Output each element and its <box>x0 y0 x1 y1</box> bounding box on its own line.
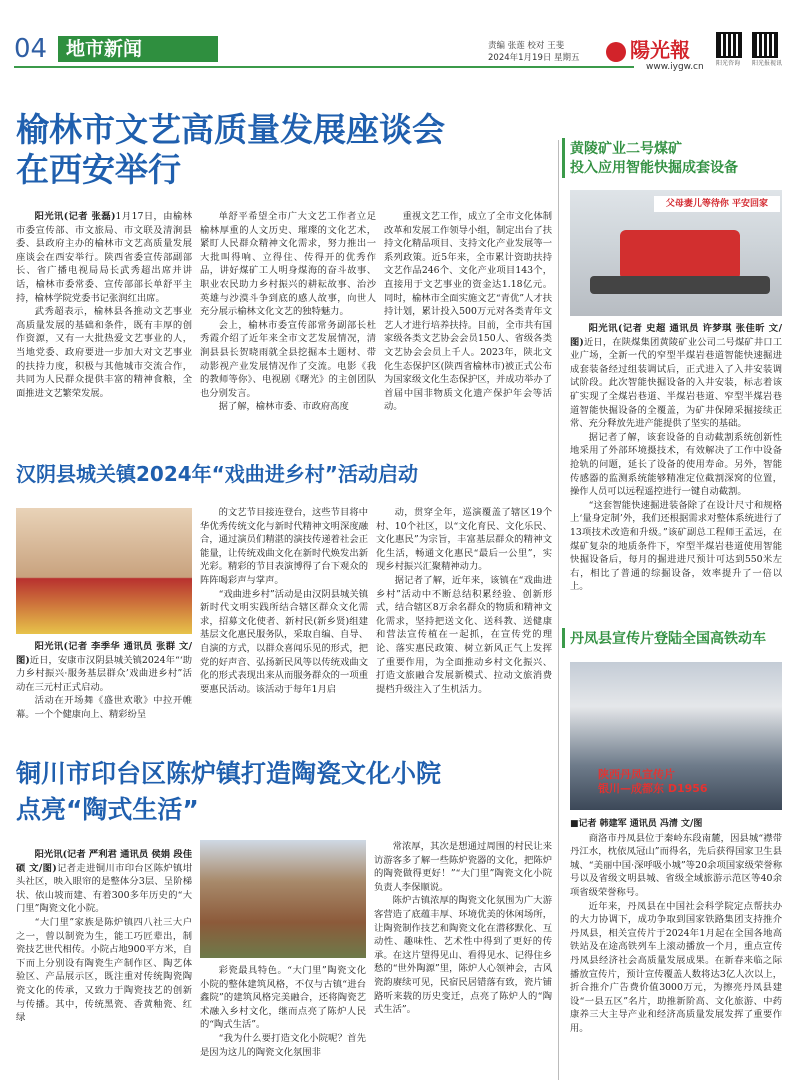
side2-byline: ■记者 韩建军 通讯员 冯清 文/图 <box>570 819 703 829</box>
article3-column-3 <box>374 840 552 1080</box>
article2-text: “戏曲进乡村”活动是由汉阴县城关镇新时代文明实践所结合辖区群众文化需求，招募文化使者、新村民(新乡贤)组建基层文化惠民服务队，采取自编、自导、自演的方式，以群众喜闻乐见的形式，把党的好声音、弘扬新民风等以传统戏曲文化的形式表现出来从而服务群众的一项重要惠民活动。该活动于每年1月启 <box>200 588 368 695</box>
article3-text: 记者走进铜川市印台区陈炉镇坩头社区，映入眼帘的是整体分3层、呈阶梯状、依山坡而建、有着300多年历史的“大门里”陶瓷文化小院。 <box>16 862 192 915</box>
article2-byline: 阳光讯(记者 李季华 通讯员 张群 文/图) <box>16 641 192 666</box>
issue-date: 2024年1月19日 星期五 <box>488 53 580 63</box>
side1-photo-banner: 父母妻儿等待你 平安回家 <box>654 196 780 212</box>
article3-byline: 阳光讯(记者 严利君 通讯员 侯娟 段佳硕 文/图) <box>16 849 192 874</box>
article3-column-1 <box>16 848 192 1080</box>
side2-photo-caption-line1: 陕西丹凤宣传片 <box>598 768 675 781</box>
page-number: 04 <box>14 34 48 64</box>
side1-text: 近日，在陕煤集团黄陵矿业公司二号煤矿井口工业广场，全新一代的窄型半煤岩巷道智能快速掘进成套装备经过组装调试后，正式进入了入井安装调试阶段。此次智能快掘设备的入井安装，标志着该矿实现了全煤岩巷道、半煤岩巷道、窄型半煤岩巷道智能快掘设备的全覆盖，为矿井保障采掘接续正常、充分释放先进产能提供了坚实的基础。 <box>570 336 782 430</box>
article3-title <box>16 756 441 828</box>
article2-text: 近日，安康市汉阴县城关镇2024年“‘助力乡村振兴·服务基层群众’戏曲进乡村”活动在三元村正式启动。 <box>16 654 192 693</box>
article2-title: 汉阴县城关镇2024年“戏曲进乡村”活动启动 <box>16 462 418 486</box>
qr-caption: 阳光咨询 <box>716 60 741 67</box>
qr-code-2 <box>752 32 782 67</box>
website-url[interactable]: www.iygw.cn <box>646 62 704 72</box>
article2-text: 的文艺节目接连登台，这些节目将中华优秀传统文化与新时代精神文明深度融合，通过演员们精湛的演技传递着社会正能量，让传统戏曲文化在新时代焕发出新光彩。精彩的节目表演博得了台下观众的阵阵喝彩声与掌声。 <box>200 507 368 586</box>
side2-photo-caption-line2: 银川—成都东 D1956 <box>598 782 708 795</box>
machine-base-shape <box>590 276 770 294</box>
side-title-bar <box>562 628 565 648</box>
article1-column-3 <box>384 210 552 455</box>
article1-title <box>16 110 445 190</box>
article3-text: “我为什么要打造文化小院呢？首先是因为这儿的陶瓷文化氛围非 <box>200 1032 366 1058</box>
side1-title-line2: 投入应用智能快掘成套设备 <box>570 160 738 176</box>
article1-text: 单舒平希望全市广大文艺工作者立足榆林厚重的人文历史、璀璨的文化艺术，紧盯人民群众精神文化需求，努力推出一大批叫得响、立得住、传得开的优秀作品，讲好煤矿工人明身煤海的奋斗故事、职业农民助力乡村振兴的耕耘故事、治沙英雄与沙漠斗争到底的感人故事，向世人充分展示榆林文化文艺的独特魅力。 <box>200 211 376 318</box>
side2-text: 近年来，丹凤县在中国社会科学院定点帮扶办的大力协调下，成功争取到国家铁路集团支持推介丹凤县，相关宣传片于2024年1月起在全国各地高铁站及在途高铁列车上滚动播放一个月，重点宣传丹凤县经济社会高质量发展成果。在新春来临之际播放宣传片，预计宣传覆盖人数将达3亿人次以上，折合推介广告费价值3000万元，为擦亮丹凤县建设“一县五区”名片，助推新阶高、文化旅游、中药康养三大主导产业和经济高质量发展发挥了重要作用。 <box>570 900 782 1034</box>
article3-text: 常浓厚，其次是想通过周围的村民让来访游客多了解一些陈炉瓷器的文化，把陈炉的陶瓷做得更好！”“大门里”陶瓷文化小院负责人李保顺说。 <box>374 841 552 893</box>
side1-title <box>570 140 738 178</box>
article2-column-1 <box>16 640 192 750</box>
article3-photo <box>200 840 366 958</box>
side1-text: “这套智能快速掘进装备除了在设计尺寸和规格上‘量身定制’外，我们还根据需求对整体系统进行了13项技术改造和升级。”该矿副总工程师王孟远，在煤矿复杂的地质条件下，窄型半煤岩巷道使用智能快掘设备后，每月的掘进进尺预计可达到550米左右，相比了普通的综掘设备，效率提升了一倍以上。 <box>570 499 782 593</box>
article1-column-2 <box>200 210 376 455</box>
article1-text: 会上，榆林市委宣传部常务副部长杜秀霞介绍了近年来全市文艺发展情况，清涧县县长贺晓雨就全县挖掘本土题材、带动影视产业发展情况作了交流。电影《我的教师等你》、电视剧《曙光》的主创团队也分别发言。 <box>200 319 376 399</box>
article1-title-line2: 在西安举行 <box>16 150 181 189</box>
newspaper-logo <box>606 34 718 60</box>
article1-title-line1: 榆林市文艺高质量发展座谈会 <box>16 110 445 149</box>
logo-text: 陽光報 <box>630 38 690 62</box>
article2-column-3 <box>376 506 552 750</box>
side1-text: 据记者了解，该套设备的自动截割系统创新性地采用了外部环境摄技术，有效解决了工作中设备抢轨的问题，延长了设备的使用寿命。另外，智能传感器的监测系统能够精准定位截割深窝的位置，操作人员可以远程遥控进行一键自动截割。 <box>570 431 782 498</box>
article1-byline: 阳光讯(记者 张磊) <box>34 211 116 222</box>
machine-shape <box>620 230 740 280</box>
article1-text: 1月17日，由榆林市委宣传部、市文旅局、市文联及清涧县委、县政府主办的榆林市文艺高质量发展座谈会在西安举行。陕西省委宣传部副部长、省广播电视局局长武秀超出席并讲话，榆林市委常委、宣传部部长单舒平主持，榆林学院党委书记张润红出席。 <box>16 211 192 304</box>
article3-text: “大门里”家族是陈炉镇四八社三大户之一，曾以制瓷为生，能工巧匠辈出，制瓷技艺世代相传。小院占地900平方米，自下而上分别设有陶瓷生产制作区、陶艺体验区、产品展示区，既注重对传统陶瓷陶瓷文化的传承，又致力于陶瓷技艺的创新与传播。其中，传统黑瓷、香黄釉瓷、红绿 <box>16 916 192 1024</box>
article1-text: 据了解，榆林市委、市政府高度 <box>218 401 349 413</box>
header-meta <box>488 40 580 64</box>
qr-code-1 <box>716 32 742 67</box>
section-title: 地市新闻 <box>58 36 218 62</box>
side1-body <box>570 322 782 620</box>
article3-text: 陈炉古镇浓厚的陶瓷文化氛围为广大游客营造了底蕴丰厚、环境优美的休闲场所，让陶瓷制作技艺和陶瓷文化在潜移默化、互动性、趣味性、艺术性中得到了更好的传承。在这片望得见山、看得见水、记得住乡愁的“世外陶源”里，陈炉人心领神会，古风瓷韵赓续可见，民宿民居错落有致，瓷片铺路听来载的历史变迁，点亮了陈炉人的“陶式生活”。 <box>374 895 552 1016</box>
side2-photo <box>570 662 782 810</box>
article3-column-2 <box>200 964 366 1080</box>
article2-text: 活动在开场舞《盛世欢歌》中拉开帷幕。一个个健康向上、精彩纷呈 <box>16 695 192 720</box>
article3-title-line2: 点亮“陶式生活” <box>16 795 199 824</box>
article1-column-1 <box>16 210 192 455</box>
side1-title-line1: 黄陵矿业二号煤矿 <box>570 141 682 157</box>
qr-caption: 阳光报视讯 <box>752 60 783 67</box>
side2-body <box>570 818 782 1080</box>
side1-byline: 阳光讯(记者 史超 通讯员 许梦琪 张佳昕 文/图) <box>570 323 782 348</box>
sun-icon <box>606 42 626 62</box>
side2-title: 丹凤县宣传片登陆全国高铁动车 <box>570 631 766 647</box>
side2-text: 商洛市丹凤县位于秦岭东段南麓，因县城“襟带丹江水，枕依凤冠山”而得名，先后获得国家卫生县城、“美丽中国·深呼吸小城”等20余项国家级荣誉称号以及省级文明县城、省级全域旅游示范区等40余项省级荣誉称号。 <box>570 832 782 898</box>
side-title-bar <box>562 138 565 178</box>
article2-column-2 <box>200 506 368 750</box>
column-divider <box>558 140 559 1080</box>
side2-photo-caption <box>598 768 708 796</box>
qr-code-icon <box>752 32 778 58</box>
side1-photo <box>570 190 782 316</box>
article1-text: 武秀超表示，榆林县各推动文艺事业高质量发展的基础和条件，既有丰厚的创作资源，又有一大批热爱文艺事业的人，当地党委、政府要进一步加大对文艺事业的扶持力度，积极与其他城市交流合作，共同为人民群众提供丰富的精神食粮，全面推进文艺繁荣发展。 <box>16 306 192 399</box>
header-rule <box>14 66 634 68</box>
article3-title-line1: 铜川市印台区陈炉镇打造陶瓷文化小院 <box>16 759 442 788</box>
article2-photo <box>16 508 192 634</box>
article2-text: 据记者了解，近年来，该镇在“戏曲进乡村”活动中不断总结积累经验、创新形式，结合辖区8万余名群众的物质和精神文化需求，坚持把送文化、送科教、送健康和营法宣传植在一起抓，在宣传党的理论、落实惠民政策、树立新风正气上发挥了重要作用，为全面推动乡村文化振兴、打造文旅融合发展新模式、拉动文旅消费提档升级注入了生机活力。 <box>376 574 552 695</box>
qr-code-icon <box>716 32 742 58</box>
editor-credit: 责编 张莲 校对 王斐 <box>488 41 565 51</box>
article1-text: 重视文艺工作，成立了全市文化体制改革和发展工作领导小组，制定出台了扶持文化精品项目、支持文化产业发展等一系列政策。近5年来，全市累计资助扶持文艺作品246个、文化产业项目143个，直接用于文艺事业的资金达1.18亿元。同时，榆林市全面实施文艺“青优”人才扶持计划，累计投入500万元对各类青年文艺人才进行培养扶持。目前，全市共有国家级各类文艺协会会员150人、省级各类文艺协会会员上千人。2023年，陕北文化生态保护区(陕西省榆林市)被正式公布为国家级文化生态保护区，并成功举办了首届中国非物质文化遗产保护年会等活动。 <box>384 211 552 413</box>
article3-text: 彩瓷最具特色。“大门里”陶瓷文化小院的整体建筑风格，不仅与古镇“进台鑫院”的建筑风格完美融合，还将陶瓷艺术融入乡村文化，继而点亮了陈炉人民的“陶式生活”。 <box>200 965 366 1031</box>
article2-text: 动，贯穿全年，巡演覆盖了辖区19个村、10个社区，以“文化育民、文化乐民、文化惠民”为宗旨，丰富基层群众的精神文化生活，畅通文化惠民“最后一公里”，实现乡村振兴汇聚精神动力。 <box>376 507 552 573</box>
